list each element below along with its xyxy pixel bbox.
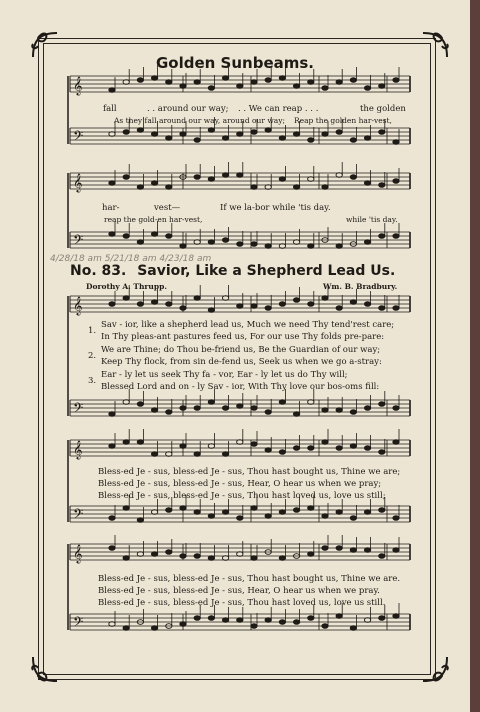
lyric-text: vest— bbox=[154, 203, 181, 213]
lyric-text: If we la-bor while 'tis day. bbox=[220, 203, 331, 213]
verse-number: 2. bbox=[88, 351, 97, 361]
lyric-text: fall bbox=[103, 104, 117, 114]
lyric-text: . . around our way; bbox=[147, 104, 229, 114]
chorus-line: Bless-ed Je - sus, bless-ed Je - sus, Thou hast bought us, Thine we are; bbox=[98, 467, 401, 477]
hymn-author: Dorothy A. Thrupp. bbox=[86, 282, 167, 291]
verse-line: Ear - ly let us seek Thy fa - vor, Ear - ly let us do Thy will; bbox=[101, 370, 348, 380]
svg-text:𝄞: 𝄞 bbox=[73, 544, 83, 563]
verse-line: Sav - ior, like a shepherd lead us, Much we need Thy tend'rest care; bbox=[101, 320, 395, 330]
lyric-text: . . We can reap . . . bbox=[238, 104, 319, 114]
lyric-text: while 'tis day. bbox=[346, 215, 398, 224]
lyric-text: Reap the golden har-vest, bbox=[294, 116, 392, 125]
hymn-number: No. 83. bbox=[70, 263, 127, 279]
verse-number: 1. bbox=[88, 326, 97, 336]
pencil-annotation: 4/28/18 am 5/21/18 am 4/23/18 am bbox=[50, 254, 212, 264]
svg-text:𝄞: 𝄞 bbox=[73, 296, 83, 315]
svg-text:𝄞: 𝄞 bbox=[73, 173, 83, 192]
lyric-text: the golden bbox=[360, 104, 406, 114]
lyric-text: har- bbox=[102, 203, 120, 213]
hymn-title-text: Savior, Like a Shepherd Lead Us. bbox=[137, 263, 396, 279]
chorus-line: Bless-ed Je - sus, bless-ed Je - sus, Hear, O hear us when we pray; bbox=[98, 479, 382, 489]
hymn-composer: Wm. B. Bradbury. bbox=[323, 282, 398, 291]
chorus-line: Bless-ed Je - sus, bless-ed Je - sus, Thou hast loved us, love us still. bbox=[98, 598, 386, 608]
verse-number: 3. bbox=[88, 376, 97, 386]
svg-text:𝄢: 𝄢 bbox=[73, 506, 84, 525]
svg-text:𝄢: 𝄢 bbox=[73, 232, 84, 251]
svg-text:𝄞: 𝄞 bbox=[73, 440, 83, 459]
verse-line: In Thy pleas-ant pastures feed us, For our use Thy folds pre-pare: bbox=[101, 332, 385, 342]
svg-text:𝄢: 𝄢 bbox=[73, 128, 84, 147]
chorus-line: Bless-ed Je - sus, bless-ed Je - sus, Thou hast loved us, love us still; bbox=[98, 491, 386, 501]
verse-line: Blessed Lord and on - ly Sav - ior, With Thy love our bos-oms fill: bbox=[101, 382, 380, 392]
svg-text:𝄞: 𝄞 bbox=[73, 76, 83, 95]
svg-text:𝄢: 𝄢 bbox=[73, 614, 84, 633]
chorus-line: Bless-ed Je - sus, bless-ed Je - sus, Thou hast bought us, Thine we are. bbox=[98, 574, 401, 584]
chorus-line: Bless-ed Je - sus, bless-ed Je - sus, Hear, O hear us when we pray. bbox=[98, 586, 380, 596]
verse-line: We are Thine; do Thou be-friend us, Be the Guardian of our way; bbox=[101, 345, 381, 355]
svg-text:𝄢: 𝄢 bbox=[73, 400, 84, 419]
page-edge-binding bbox=[470, 0, 480, 712]
hymn-title bbox=[70, 263, 395, 279]
lyric-text: reap the gold-en har-vest, bbox=[104, 215, 203, 224]
verse-line: Keep Thy flock, from sin de-fend us, Seek us when we go a-stray: bbox=[101, 357, 382, 367]
lyric-text: As they fall around our way, around our way; bbox=[114, 116, 286, 125]
hymn-title: Golden Sunbeams. bbox=[155, 54, 315, 72]
